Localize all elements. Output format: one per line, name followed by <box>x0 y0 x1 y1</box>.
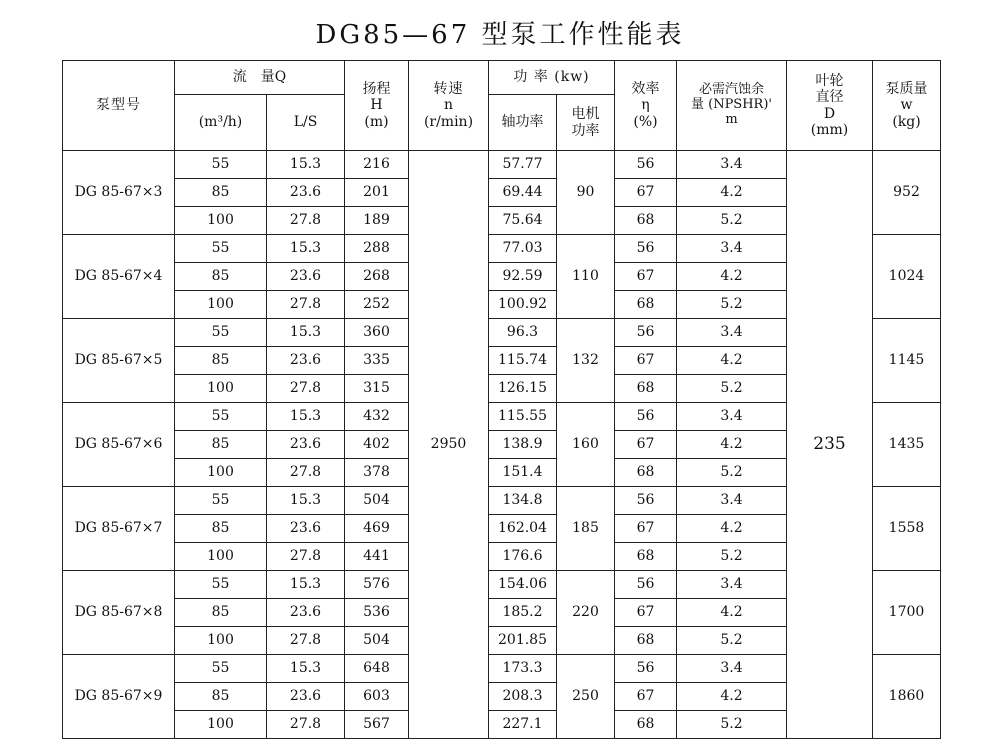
npsh-cell: 4.2 <box>677 179 787 207</box>
head-cell: 648 <box>345 655 409 683</box>
npsh-cell: 3.4 <box>677 235 787 263</box>
flow-m3h-cell: 85 <box>175 263 267 291</box>
npsh-cell: 5.2 <box>677 291 787 319</box>
flow-m3h-cell: 100 <box>175 459 267 487</box>
npsh-cell: 5.2 <box>677 459 787 487</box>
flow-m3h-cell: 100 <box>175 711 267 739</box>
header-flow: 流 量Q <box>175 61 345 95</box>
flow-m3h-cell: 55 <box>175 403 267 431</box>
efficiency-cell: 68 <box>615 459 677 487</box>
shaft-power-cell: 208.3 <box>489 683 557 711</box>
head-cell: 252 <box>345 291 409 319</box>
model-name-cell: DG 85-67×7 <box>63 487 175 571</box>
header-efficiency-symbol: η <box>641 97 650 114</box>
efficiency-cell: 68 <box>615 627 677 655</box>
efficiency-cell: 67 <box>615 263 677 291</box>
model-name-cell: DG 85-67×9 <box>63 655 175 739</box>
flow-ls-cell: 23.6 <box>267 347 345 375</box>
head-cell: 288 <box>345 235 409 263</box>
header-head-unit: (m) <box>364 113 389 130</box>
mass-cell: 952 <box>873 151 941 235</box>
npsh-cell: 4.2 <box>677 263 787 291</box>
head-cell: 536 <box>345 599 409 627</box>
flow-ls-cell: 15.3 <box>267 403 345 431</box>
header-efficiency <box>615 61 677 151</box>
flow-ls-cell: 27.8 <box>267 459 345 487</box>
motor-power-cell: 250 <box>557 655 615 739</box>
flow-ls-cell: 23.6 <box>267 179 345 207</box>
head-cell: 504 <box>345 627 409 655</box>
flow-m3h-cell: 85 <box>175 431 267 459</box>
flow-ls-cell: 27.8 <box>267 627 345 655</box>
header-motor-power-label-1: 电机 <box>571 106 600 123</box>
header-row-1 <box>63 61 941 95</box>
npsh-cell: 3.4 <box>677 319 787 347</box>
flow-m3h-cell: 100 <box>175 207 267 235</box>
flow-m3h-cell: 100 <box>175 543 267 571</box>
head-cell: 268 <box>345 263 409 291</box>
table-body <box>63 61 941 739</box>
npsh-cell: 3.4 <box>677 403 787 431</box>
efficiency-cell: 67 <box>615 347 677 375</box>
efficiency-cell: 67 <box>615 515 677 543</box>
npsh-cell: 5.2 <box>677 207 787 235</box>
table-row <box>63 151 941 179</box>
header-impeller-unit: (mm) <box>810 121 849 138</box>
head-cell: 315 <box>345 375 409 403</box>
flow-m3h-cell: 55 <box>175 487 267 515</box>
flow-m3h-cell: 55 <box>175 151 267 179</box>
flow-m3h-cell: 85 <box>175 515 267 543</box>
npsh-cell: 5.2 <box>677 375 787 403</box>
head-cell: 504 <box>345 487 409 515</box>
model-name-cell: DG 85-67×6 <box>63 403 175 487</box>
header-motor-power-label-2: 功率 <box>571 122 600 139</box>
flow-ls-cell: 23.6 <box>267 515 345 543</box>
efficiency-cell: 68 <box>615 207 677 235</box>
efficiency-cell: 67 <box>615 599 677 627</box>
shaft-power-cell: 201.85 <box>489 627 557 655</box>
shaft-power-cell: 176.6 <box>489 543 557 571</box>
flow-ls-cell: 15.3 <box>267 235 345 263</box>
head-cell: 567 <box>345 711 409 739</box>
flow-m3h-cell: 100 <box>175 291 267 319</box>
flow-m3h-cell: 55 <box>175 235 267 263</box>
flow-m3h-cell: 55 <box>175 655 267 683</box>
npsh-cell: 4.2 <box>677 431 787 459</box>
flow-ls-cell: 27.8 <box>267 711 345 739</box>
flow-ls-cell: 15.3 <box>267 655 345 683</box>
efficiency-cell: 67 <box>615 431 677 459</box>
shaft-power-cell: 100.92 <box>489 291 557 319</box>
shaft-power-cell: 96.3 <box>489 319 557 347</box>
performance-table <box>62 60 941 739</box>
header-flow-m3h: (m³/h) <box>175 95 267 151</box>
flow-ls-cell: 27.8 <box>267 291 345 319</box>
npsh-cell: 4.2 <box>677 683 787 711</box>
head-cell: 201 <box>345 179 409 207</box>
shaft-power-cell: 227.1 <box>489 711 557 739</box>
header-head-symbol: H <box>370 97 383 114</box>
efficiency-cell: 56 <box>615 319 677 347</box>
header-speed-label: 转速 <box>433 81 464 98</box>
mass-cell: 1145 <box>873 319 941 403</box>
flow-ls-cell: 23.6 <box>267 263 345 291</box>
efficiency-cell: 56 <box>615 487 677 515</box>
shaft-power-cell: 69.44 <box>489 179 557 207</box>
flow-ls-cell: 23.6 <box>267 683 345 711</box>
flow-m3h-cell: 85 <box>175 683 267 711</box>
flow-ls-cell: 15.3 <box>267 151 345 179</box>
head-cell: 432 <box>345 403 409 431</box>
model-name-cell: DG 85-67×3 <box>63 151 175 235</box>
flow-m3h-cell: 85 <box>175 179 267 207</box>
flow-ls-cell: 15.3 <box>267 319 345 347</box>
mass-cell: 1860 <box>873 655 941 739</box>
shaft-power-cell: 75.64 <box>489 207 557 235</box>
flow-ls-cell: 23.6 <box>267 599 345 627</box>
shaft-power-cell: 77.03 <box>489 235 557 263</box>
shaft-power-cell: 162.04 <box>489 515 557 543</box>
head-cell: 378 <box>345 459 409 487</box>
flow-m3h-cell: 55 <box>175 571 267 599</box>
efficiency-cell: 68 <box>615 543 677 571</box>
head-cell: 335 <box>345 347 409 375</box>
head-cell: 189 <box>345 207 409 235</box>
shaft-power-cell: 185.2 <box>489 599 557 627</box>
header-head <box>345 61 409 151</box>
impeller-diameter-cell: 235 <box>787 151 873 739</box>
shaft-power-cell: 57.77 <box>489 151 557 179</box>
shaft-power-cell: 115.74 <box>489 347 557 375</box>
header-speed-symbol: n <box>443 97 454 114</box>
model-name-cell: DG 85-67×5 <box>63 319 175 403</box>
shaft-power-cell: 126.15 <box>489 375 557 403</box>
npsh-cell: 3.4 <box>677 655 787 683</box>
header-npsh-label-1: 必需汽蚀余 <box>698 82 764 98</box>
header-mass-label: 泵质量 <box>885 81 928 98</box>
header-efficiency-unit: (%) <box>633 113 658 130</box>
flow-ls-cell: 23.6 <box>267 431 345 459</box>
speed-cell: 2950 <box>409 151 489 739</box>
shaft-power-cell: 138.9 <box>489 431 557 459</box>
motor-power-cell: 110 <box>557 235 615 319</box>
npsh-cell: 3.4 <box>677 487 787 515</box>
npsh-cell: 4.2 <box>677 599 787 627</box>
efficiency-cell: 68 <box>615 711 677 739</box>
efficiency-cell: 56 <box>615 571 677 599</box>
shaft-power-cell: 115.55 <box>489 403 557 431</box>
header-impeller-symbol: D <box>823 105 836 122</box>
shaft-power-cell: 92.59 <box>489 263 557 291</box>
header-speed-unit: (r/min) <box>423 113 474 130</box>
npsh-cell: 3.4 <box>677 571 787 599</box>
flow-ls-cell: 15.3 <box>267 487 345 515</box>
page-title: DG85—67 型泵工作性能表 <box>315 20 685 50</box>
npsh-cell: 5.2 <box>677 711 787 739</box>
header-npsh <box>677 61 787 151</box>
motor-power-cell: 185 <box>557 487 615 571</box>
header-efficiency-label: 效率 <box>631 81 660 98</box>
head-cell: 441 <box>345 543 409 571</box>
motor-power-cell: 90 <box>557 151 615 235</box>
shaft-power-cell: 151.4 <box>489 459 557 487</box>
flow-m3h-cell: 55 <box>175 319 267 347</box>
header-motor-power <box>557 95 615 151</box>
flow-ls-cell: 27.8 <box>267 375 345 403</box>
header-head-label: 扬程 <box>362 81 391 98</box>
npsh-cell: 5.2 <box>677 543 787 571</box>
motor-power-cell: 220 <box>557 571 615 655</box>
header-impeller-label-2: 直径 <box>815 89 844 106</box>
flow-ls-cell: 27.8 <box>267 543 345 571</box>
header-mass <box>873 61 941 151</box>
head-cell: 402 <box>345 431 409 459</box>
header-mass-unit: (kg) <box>892 113 921 130</box>
header-power: 功 率 (kw) <box>489 61 615 95</box>
head-cell: 603 <box>345 683 409 711</box>
head-cell: 216 <box>345 151 409 179</box>
flow-m3h-cell: 85 <box>175 599 267 627</box>
header-npsh-unit: m <box>725 111 738 127</box>
efficiency-cell: 68 <box>615 375 677 403</box>
mass-cell: 1700 <box>873 571 941 655</box>
flow-ls-cell: 15.3 <box>267 571 345 599</box>
mass-cell: 1024 <box>873 235 941 319</box>
flow-ls-cell: 27.8 <box>267 207 345 235</box>
flow-m3h-cell: 85 <box>175 347 267 375</box>
npsh-cell: 5.2 <box>677 627 787 655</box>
motor-power-cell: 132 <box>557 319 615 403</box>
npsh-cell: 4.2 <box>677 347 787 375</box>
efficiency-cell: 56 <box>615 235 677 263</box>
efficiency-cell: 56 <box>615 655 677 683</box>
npsh-cell: 3.4 <box>677 151 787 179</box>
header-model: 泵型号 <box>63 61 175 151</box>
mass-cell: 1435 <box>873 403 941 487</box>
model-name-cell: DG 85-67×8 <box>63 571 175 655</box>
head-cell: 576 <box>345 571 409 599</box>
efficiency-cell: 68 <box>615 291 677 319</box>
head-cell: 360 <box>345 319 409 347</box>
header-impeller <box>787 61 873 151</box>
efficiency-cell: 56 <box>615 151 677 179</box>
header-shaft-power: 轴功率 <box>489 95 557 151</box>
shaft-power-cell: 154.06 <box>489 571 557 599</box>
npsh-cell: 4.2 <box>677 515 787 543</box>
model-name-cell: DG 85-67×4 <box>63 235 175 319</box>
header-impeller-label-1: 叶轮 <box>815 73 844 90</box>
mass-cell: 1558 <box>873 487 941 571</box>
efficiency-cell: 67 <box>615 179 677 207</box>
shaft-power-cell: 173.3 <box>489 655 557 683</box>
shaft-power-cell: 134.8 <box>489 487 557 515</box>
efficiency-cell: 56 <box>615 403 677 431</box>
motor-power-cell: 160 <box>557 403 615 487</box>
head-cell: 469 <box>345 515 409 543</box>
efficiency-cell: 67 <box>615 683 677 711</box>
header-speed <box>409 61 489 151</box>
header-npsh-label-2: 量 (NPSHR)' <box>690 97 772 113</box>
flow-m3h-cell: 100 <box>175 375 267 403</box>
flow-m3h-cell: 100 <box>175 627 267 655</box>
header-flow-ls: L/S <box>267 95 345 151</box>
header-mass-symbol: w <box>900 97 913 114</box>
